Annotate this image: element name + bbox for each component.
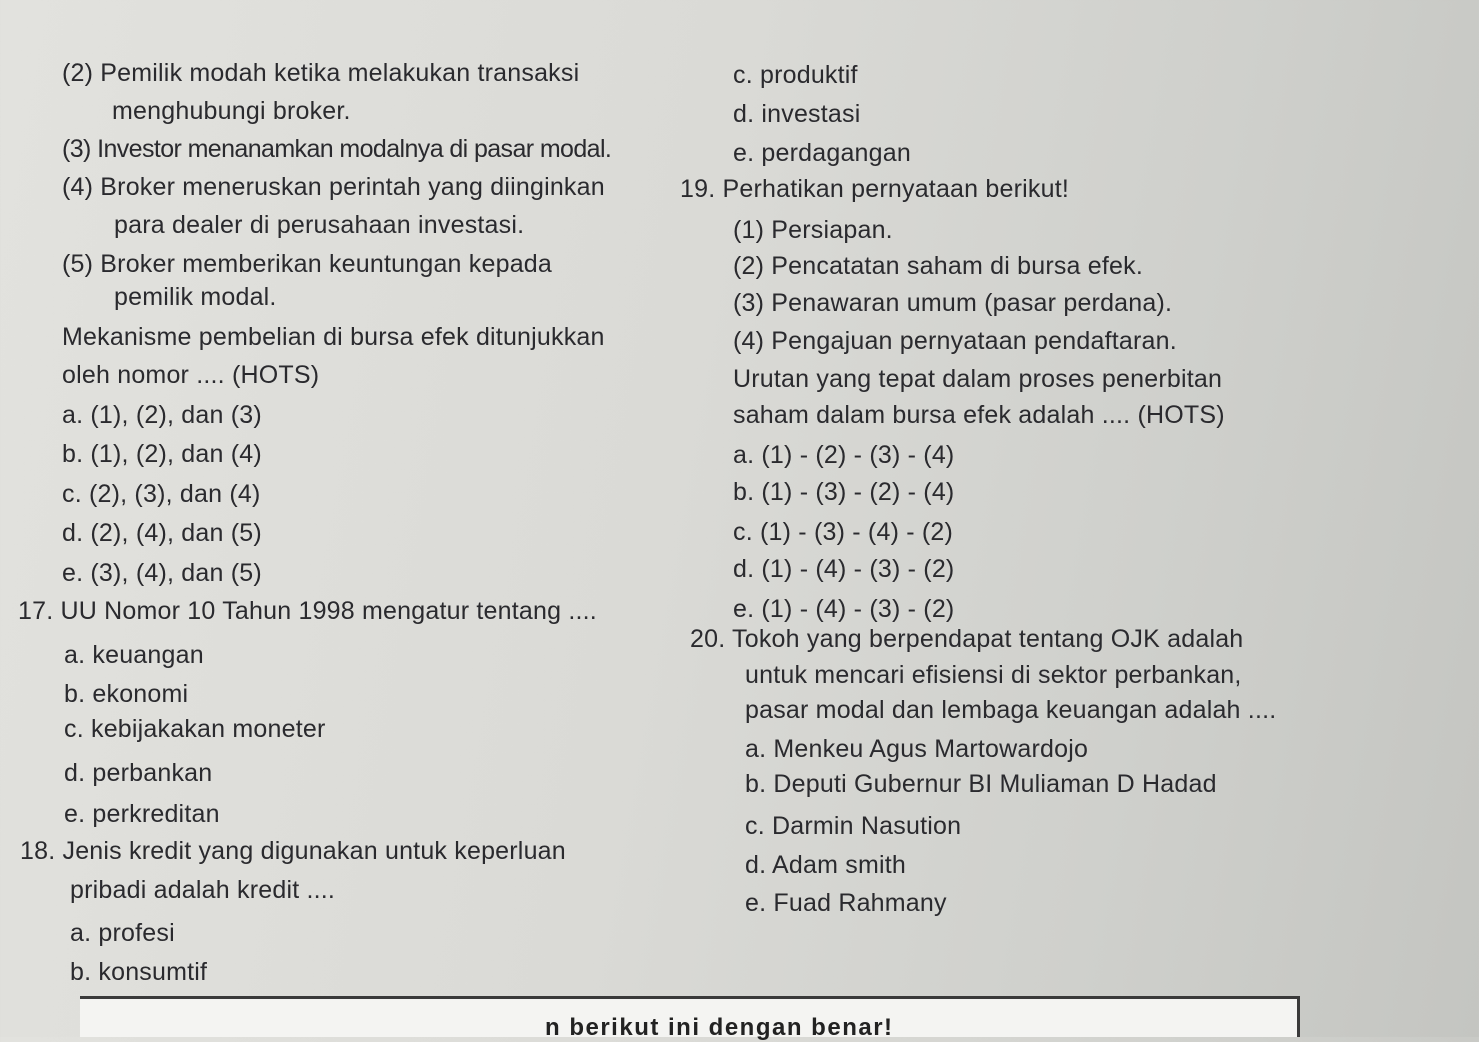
statement-5-line2: pemilik modal. <box>114 283 277 311</box>
statement-4-line2: para dealer di perusahaan investasi. <box>114 211 525 239</box>
question-17-option-a: a. keuangan <box>64 641 204 669</box>
question-16-option-c: c. (2), (3), dan (4) <box>62 480 261 508</box>
question-19-item-3: (3) Penawaran umum (pasar perdana). <box>733 289 1173 317</box>
question-19-option-b: b. (1) - (3) - (2) - (4) <box>733 478 955 506</box>
question-20-option-c: c. Darmin Nasution <box>745 812 962 840</box>
statement-2-line2: menghubungi broker. <box>112 97 351 125</box>
previous-question-option-c: c. produktif <box>733 61 858 89</box>
question-19-option-d: d. (1) - (4) - (3) - (2) <box>733 555 955 583</box>
instruction-text: n berikut ini dengan benar! <box>545 1014 894 1041</box>
question-19-question-line2: saham dalam bursa efek adalah .... (HOTS) <box>733 401 1225 429</box>
question-20-stem-line1: 20. Tokoh yang berpendapat tentang OJK adalah <box>690 625 1244 653</box>
statement-5-line1: (5) Broker memberikan keuntungan kepada <box>62 250 553 278</box>
question-16-stem-line2: oleh nomor .... (HOTS) <box>62 361 320 389</box>
question-20-option-e: e. Fuad Rahmany <box>745 889 947 917</box>
question-16-option-e: e. (3), (4), dan (5) <box>62 559 262 587</box>
question-18-option-b: b. konsumtif <box>70 958 208 986</box>
question-17-stem: 17. UU Nomor 10 Tahun 1998 mengatur tentang .... <box>18 597 597 625</box>
question-17-option-e: e. perkreditan <box>64 800 220 828</box>
statement-3: (3) Investor menanamkan modalnya di pasar modal. <box>62 135 612 163</box>
question-20-option-d: d. Adam smith <box>745 851 906 879</box>
question-18-option-a: a. profesi <box>70 919 175 947</box>
question-16-stem-line1: Mekanisme pembelian di bursa efek ditunjukkan <box>62 323 605 351</box>
question-20-option-b: b. Deputi Gubernur BI Muliaman D Hadad <box>745 770 1217 798</box>
question-18-stem-line1: 18. Jenis kredit yang digunakan untuk keperluan <box>20 837 566 865</box>
question-17-option-c: c. kebijakakan moneter <box>64 715 326 743</box>
previous-question-option-d: d. investasi <box>733 100 861 128</box>
question-17-option-b: b. ekonomi <box>64 680 189 708</box>
question-19-question-line1: Urutan yang tepat dalam proses penerbitan <box>733 365 1223 393</box>
question-19-option-c: c. (1) - (3) - (4) - (2) <box>733 518 954 546</box>
statement-4-line1: (4) Broker meneruskan perintah yang diinginkan <box>62 173 605 201</box>
question-19-option-e: e. (1) - (4) - (3) - (2) <box>733 595 955 623</box>
question-18-stem-line2: pribadi adalah kredit .... <box>70 876 336 904</box>
question-20-option-a: a. Menkeu Agus Martowardojo <box>745 735 1089 763</box>
question-20-stem-line2: untuk mencari efisiensi di sektor perbankan, <box>745 661 1242 689</box>
question-19-item-4: (4) Pengajuan pernyataan pendaftaran. <box>733 327 1177 355</box>
question-16-option-d: d. (2), (4), dan (5) <box>62 519 262 547</box>
statement-2-line1: (2) Pemilik modah ketika melakukan transaksi <box>62 59 580 87</box>
question-16-option-b: b. (1), (2), dan (4) <box>62 440 262 468</box>
question-17-option-d: d. perbankan <box>64 759 213 787</box>
question-20-stem-line3: pasar modal dan lembaga keuangan adalah .... <box>745 696 1277 724</box>
question-16-option-a: a. (1), (2), dan (3) <box>62 401 262 429</box>
question-19-option-a: a. (1) - (2) - (3) - (4) <box>733 441 955 469</box>
question-19-item-1: (1) Persiapan. <box>733 216 893 244</box>
previous-question-option-e: e. perdagangan <box>733 139 911 167</box>
question-19-item-2: (2) Pencatatan saham di bursa efek. <box>733 252 1144 280</box>
question-19-stem: 19. Perhatikan pernyataan berikut! <box>680 175 1069 203</box>
